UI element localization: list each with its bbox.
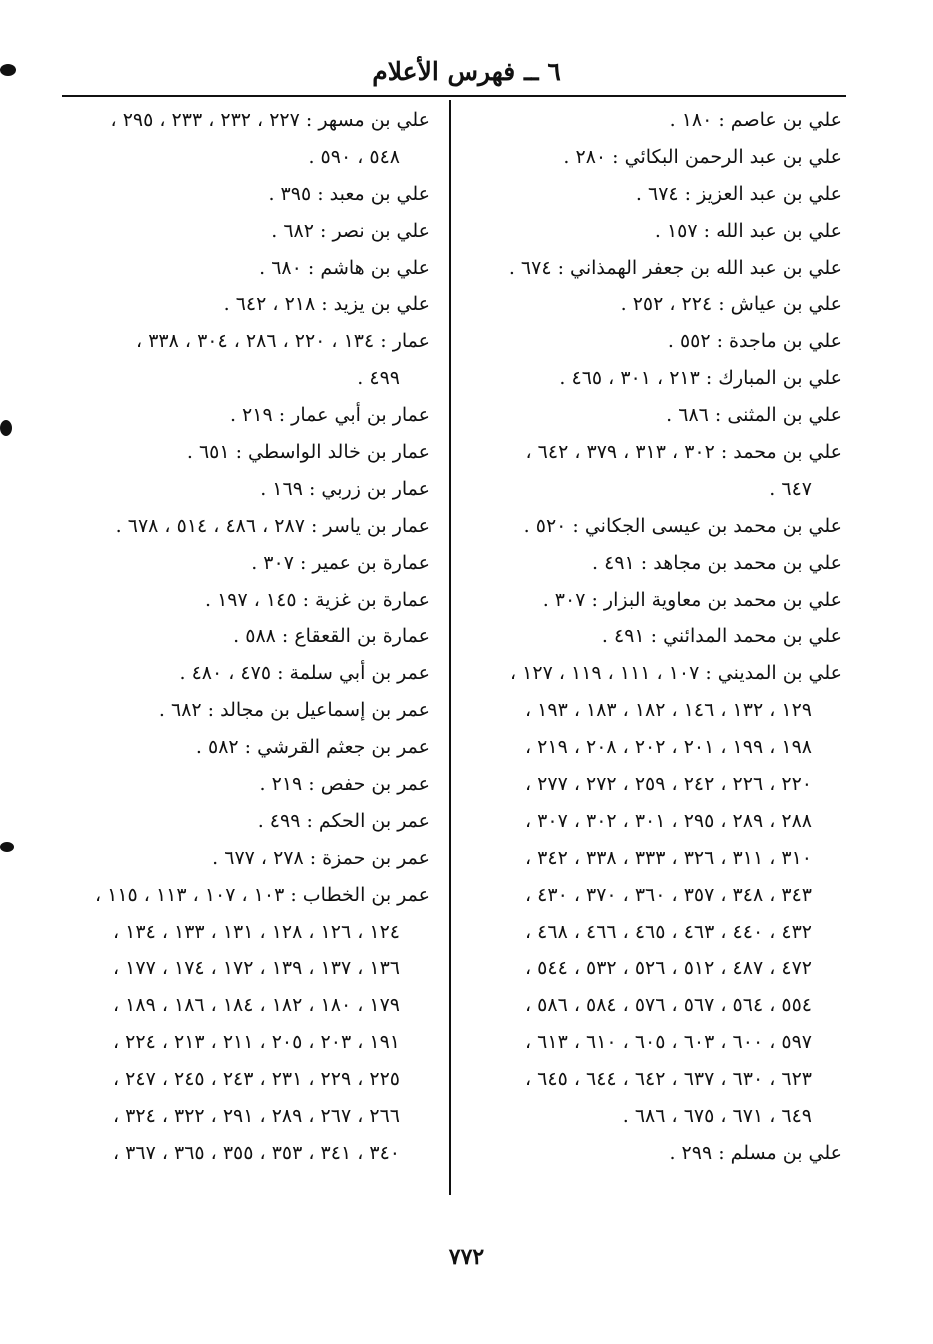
index-entry-line: ٥٤٨ ، ٥٩٠ . [308,145,400,168]
index-entry-line: عمر بن الخطاب : ١٠٣ ، ١٠٧ ، ١١٣ ، ١١٥ ، [94,883,430,906]
index-entry-line: علي بن ماجدة : ٥٥٢ . [667,330,842,353]
index-entry-line: علي بن معبد : ٣٩٥ . [268,182,430,205]
index-entry-line: ٣٤٠ ، ٣٤١ ، ٣٥٣ ، ٣٥٥ ، ٣٦٥ ، ٣٦٧ ، [112,1141,400,1164]
index-entry-line: عمر بن جعثم القرشي : ٥٨٢ . [195,736,430,759]
column-divider [449,100,451,1195]
index-entry-line: عمار بن ياسر : ٢٨٧ ، ٤٨٦ ، ٥١٤ ، ٦٧٨ . [115,514,430,537]
index-entry-line: عمار : ١٣٤ ، ٢٢٠ ، ٢٨٦ ، ٣٠٤ ، ٣٣٨ ، [136,330,430,353]
scan-edge-mark [0,842,14,852]
index-entry-line: علي بن يزيد : ٢١٨ ، ٦٤٢ . [223,293,430,316]
index-entry-line: ٢٦٦ ، ٢٦٧ ، ٢٨٩ ، ٢٩١ ، ٣٢٢ ، ٣٢٤ ، [112,1105,400,1128]
index-entry-line: ٦٤٧ . [769,477,812,500]
header-rule [62,95,846,97]
index-entry-line: عمر بن حمزة : ٢٧٨ ، ٦٧٧ . [212,846,430,869]
scan-edge-mark [0,420,12,436]
index-entry-line: ٢٢٠ ، ٢٢٦ ، ٢٤٢ ، ٢٥٩ ، ٢٧٢ ، ٢٧٧ ، [524,773,812,796]
index-entry-line: عمارة بن عمير : ٣٠٧ . [251,551,430,574]
index-entry-line: علي بن محمد بن معاوية البزار : ٣٠٧ . [542,588,842,611]
index-entry-line: علي بن محمد بن مجاهد : ٤٩١ . [592,551,842,574]
index-entry-line: علي بن عبد الله بن جعفر الهمذاني : ٦٧٤ . [508,256,842,279]
index-entry-line: علي بن محمد : ٣٠٢ ، ٣١٣ ، ٣٧٩ ، ٦٤٢ ، [525,441,842,464]
index-entry-line: علي بن هاشم : ٦٨٠ . [259,256,430,279]
index-entry-line: علي بن المثنى : ٦٨٦ . [666,404,842,427]
index-entry-line: عمار بن أبي عمار : ٢١٩ . [229,404,430,427]
index-entry-line: ١٢٤ ، ١٢٦ ، ١٢٨ ، ١٣١ ، ١٣٣ ، ١٣٤ ، [112,920,400,943]
index-entry-line: علي بن عبد العزيز : ٦٧٤ . [635,182,842,205]
index-entry-line: ١٧٩ ، ١٨٠ ، ١٨٢ ، ١٨٤ ، ١٨٦ ، ١٨٩ ، [112,994,400,1017]
index-entry-line: ١٩٨ ، ١٩٩ ، ٢٠١ ، ٢٠٢ ، ٢٠٨ ، ٢١٩ ، [524,736,812,759]
scan-edge-mark [0,64,16,76]
index-entry-line: علي بن مسهر : ٢٢٧ ، ٢٣٢ ، ٢٣٣ ، ٢٩٥ ، [110,109,430,131]
index-entry-line: ٦٢٣ ، ٦٣٠ ، ٦٣٧ ، ٦٤٢ ، ٦٤٤ ، ٦٤٥ ، [524,1068,812,1091]
index-entry-line: علي بن مسلم : ٢٩٩ . [669,1141,842,1164]
index-entry-line: ٢٢٥ ، ٢٢٩ ، ٢٣١ ، ٢٤٣ ، ٢٤٥ ، ٢٤٧ ، [112,1068,400,1091]
index-entry-line: ٦٤٩ ، ٦٧١ ، ٦٧٥ ، ٦٨٦ . [622,1105,812,1128]
index-entry-line: ١٣٦ ، ١٣٧ ، ١٣٩ ، ١٧٢ ، ١٧٤ ، ١٧٧ ، [112,957,400,980]
index-entry-line: عمارة بن غزية : ١٤٥ ، ١٩٧ . [204,588,430,611]
index-entry-line: علي بن محمد بن عيسى الجكاني : ٥٢٠ . [523,514,842,537]
index-column-right [462,102,842,1172]
index-entry-line: علي بن عبد الرحمن البكائي : ٢٨٠ . [563,145,842,168]
index-entry-line: ٥٩٧ ، ٦٠٠ ، ٦٠٣ ، ٦٠٥ ، ٦١٠ ، ٦١٣ ، [524,1031,812,1054]
index-entry-line: علي بن عاصم : ١٨٠ . [669,109,842,131]
index-entry-line: ٥٥٤ ، ٥٦٤ ، ٥٦٧ ، ٥٧٦ ، ٥٨٤ ، ٥٨٦ ، [524,994,812,1017]
index-entry-line: عمر بن حفص : ٢١٩ . [259,773,430,796]
index-column-left [48,102,430,1172]
index-entry-line: ٣١٠ ، ٣١١ ، ٣٢٦ ، ٣٣٣ ، ٣٣٨ ، ٣٤٢ ، [524,846,812,869]
index-entry-line: عمر بن إسماعيل بن مجالد : ٦٨٢ . [158,699,430,722]
index-entry-line: علي بن عياش : ٢٢٤ ، ٢٥٢ . [620,293,842,316]
index-entry-line: علي بن محمد المدائني : ٤٩١ . [601,625,842,648]
page-header-title: ٦ ــ فهرس الأعلام [372,57,561,86]
index-entry-line: ٣٤٣ ، ٣٤٨ ، ٣٥٧ ، ٣٦٠ ، ٣٧٠ ، ٤٣٠ ، [524,883,812,906]
index-entry-line: علي بن عبد الله : ١٥٧ . [654,219,842,242]
index-entry-line: ٤٧٢ ، ٤٨٧ ، ٥١٢ ، ٥٢٦ ، ٥٣٢ ، ٥٤٤ ، [524,957,812,980]
index-entry-line: ١٢٩ ، ١٣٢ ، ١٤٦ ، ١٨٢ ، ١٨٣ ، ١٩٣ ، [524,699,812,722]
index-entry-line: علي بن نصر : ٦٨٢ . [271,219,430,242]
index-entry-line: عمارة بن القعقاع : ٥٨٨ . [233,625,430,648]
index-entry-line: عمار بن خالد الواسطي : ٦٥١ . [186,441,430,464]
index-entry-line: ٢٨٨ ، ٢٨٩ ، ٢٩٥ ، ٣٠١ ، ٣٠٢ ، ٣٠٧ ، [524,809,812,832]
index-entry-line: عمر بن الحكم : ٤٩٩ . [257,809,430,832]
index-entry-line: علي بن المديني : ١٠٧ ، ١١١ ، ١١٩ ، ١٢٧ ، [510,662,842,685]
index-entry-line: علي بن المبارك : ٢١٣ ، ٣٠١ ، ٤٦٥ . [559,367,842,390]
index-entry-line: عمر بن أبي سلمة : ٤٧٥ ، ٤٨٠ . [179,662,430,685]
page-number: ٧٧٢ [448,1244,485,1270]
index-entry-line: ٤٩٩ . [357,367,400,390]
index-entry-line: ٤٣٢ ، ٤٤٠ ، ٤٦٣ ، ٤٦٥ ، ٤٦٦ ، ٤٦٨ ، [524,920,812,943]
index-entry-line: عمار بن زربي : ١٦٩ . [260,477,430,500]
index-entry-line: ١٩١ ، ٢٠٣ ، ٢٠٥ ، ٢١١ ، ٢١٣ ، ٢٢٤ ، [112,1031,400,1054]
